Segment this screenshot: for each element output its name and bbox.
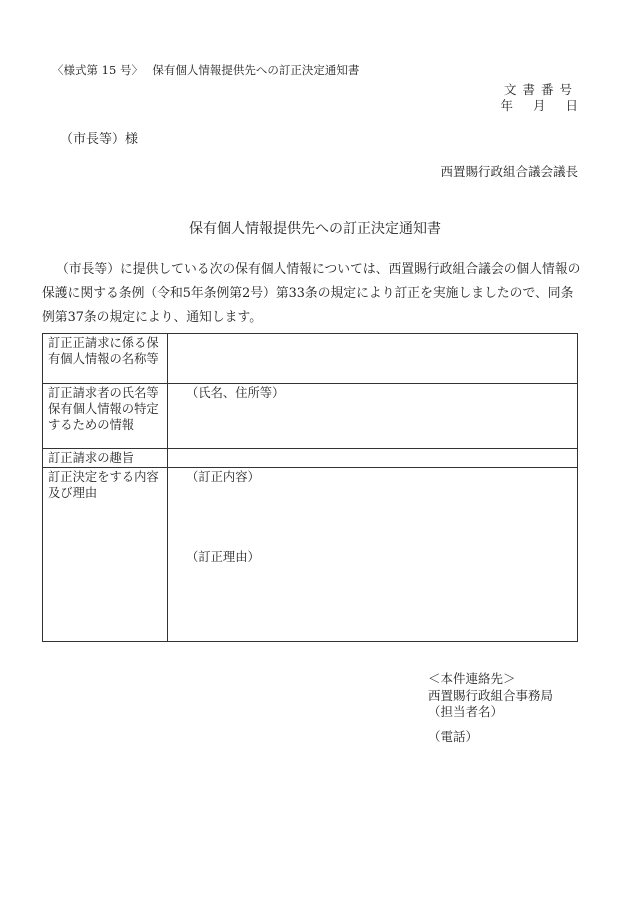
table-cell-label: 訂正決定をする内容及び理由 xyxy=(43,468,168,642)
addressee: （市長等）様 xyxy=(60,132,139,147)
sender: 西置賜行政組合議会議長 xyxy=(440,164,578,179)
correction-content-label: （訂正内容） xyxy=(186,470,260,484)
table-row xyxy=(43,449,578,468)
table-row xyxy=(43,468,578,642)
table-cell-value xyxy=(168,449,578,468)
table-row xyxy=(43,334,578,384)
date-month: 月 xyxy=(532,98,546,113)
contact-phone: （電話） xyxy=(428,728,479,744)
correction-reason-label: （訂正理由） xyxy=(186,550,260,564)
table-cell-value xyxy=(168,468,578,642)
table-cell-label: 訂正正請求に係る保有個人情報の名称等 xyxy=(43,334,168,384)
table-cell-label: 訂正請求者の氏名等保有個人情報の特定するための情報 xyxy=(43,384,168,449)
contact-block xyxy=(428,671,553,745)
date-day: 日 xyxy=(565,98,578,113)
contact-heading: ＜本件連絡先＞ xyxy=(428,671,516,686)
date-year: 年 xyxy=(500,98,513,113)
table-row xyxy=(43,384,578,449)
body-paragraph xyxy=(42,258,582,330)
table-cell-label: 訂正請求の趣旨 xyxy=(43,449,168,468)
date-line xyxy=(480,96,578,114)
contact-office: 西置賜行政組合事務局 xyxy=(428,687,554,703)
table-cell-value: （氏名、住所等） xyxy=(168,384,578,449)
document-title: 保有個人情報提供先への訂正決定通知書 xyxy=(189,221,441,237)
body-text: （市長等）に提供している次の保有個人情報については、西置賜行政組合議会の個人情報の保護に関する条例（令和5年条例第2号）第33条の規定により訂正を実施しましたので、同条例第37条の規定により、通知します。 xyxy=(42,262,581,325)
table-cell-value xyxy=(168,334,578,384)
contact-person: （担当者名） xyxy=(428,704,504,719)
form-number-label: 〈様式第 15 号〉 保有個人情報提供先への訂正決定通知書 xyxy=(52,63,360,77)
document-number-label: 文書番号 xyxy=(503,82,578,97)
info-table xyxy=(42,333,578,642)
